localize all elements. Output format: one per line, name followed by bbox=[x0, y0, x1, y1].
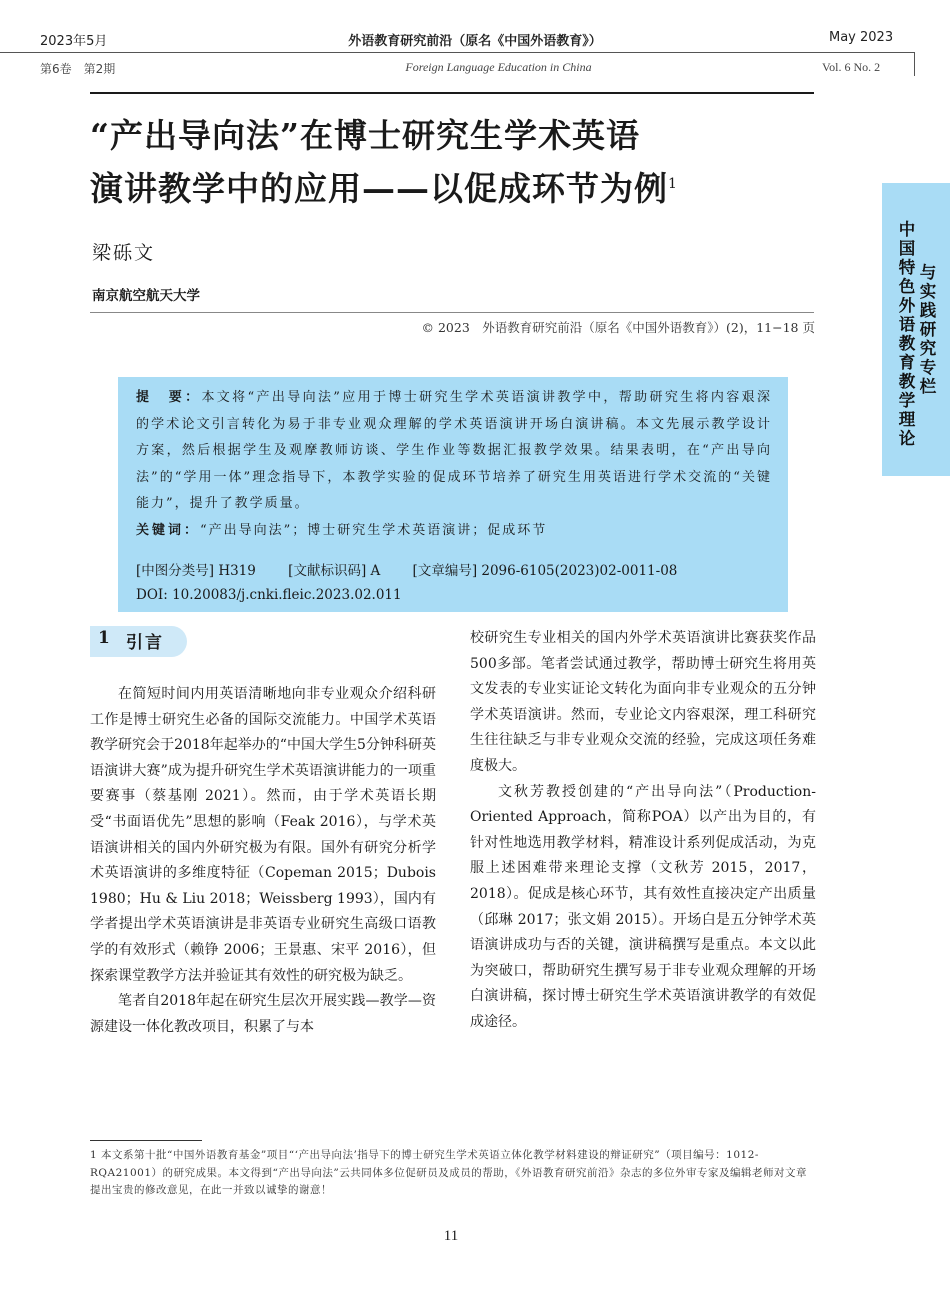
header-rule bbox=[0, 52, 914, 53]
title-line-2: 演讲教学中的应用——以促成环节为例$^1$ bbox=[90, 169, 678, 208]
header-date-en: May 2023 bbox=[829, 30, 894, 45]
header-journal-en: Foreign Language Education in China bbox=[405, 60, 592, 74]
header-journal-cn: 外语教育研究前沿（原名《中国外语教育》） bbox=[348, 34, 602, 49]
abstract-label: 提 要： bbox=[136, 390, 202, 405]
abstract-box bbox=[118, 377, 788, 612]
sidebar-column-title-1: 中国特色外语教育教学理论 bbox=[898, 220, 916, 448]
title-line-1: “产出导向法”在博士研究生学术英语 bbox=[90, 116, 640, 155]
article-title bbox=[90, 112, 820, 213]
article-number: [文章编号] 2096-6105(2023)02-0011-08 bbox=[412, 563, 678, 579]
author-affiliation: 南京航空航天大学 bbox=[92, 288, 200, 304]
citation-line: © 2023 外语教育研究前沿（原名《中国外语教育》）(2)，11−18 页 bbox=[421, 320, 815, 335]
abstract-text bbox=[136, 385, 772, 544]
paragraph: 在简短时间内用英语清晰地向非专业观众介绍科研工作是博士研究生必备的国际交流能力。中国学术英语教学研究会于2018年起举办的“中国大学生5分钟科研英语演讲大赛”成为提升研究生学术英语演讲能力的一项重要赛事（蔡基刚 2021）。然而，由于学术英语长期受“书面语优先”思想的影响（Feak 2016），与学术英语演讲相关的国内外研究极为有限。国外有研究分析学术英语演讲的多维度特征（Copeman 2015；Dubois 1980；Hu & Liu 2018；Weissberg 1993），国内有学者提出学术英语演讲是非英语专业研究生高级口语教学的有效形式（赖铮 2006；王景惠、宋平 2016），但探索课堂教学方法并验证其有效性的研究极为缺乏。 bbox=[90, 686, 436, 984]
keywords-label: 关键词： bbox=[136, 522, 201, 538]
doi: DOI: 10.20083/j.cnki.fleic.2023.02.011 bbox=[136, 587, 402, 603]
citation-rule bbox=[90, 312, 814, 313]
section-title: 引言 bbox=[126, 633, 164, 653]
header-volume-en: Vol. 6 No. 2 bbox=[822, 60, 881, 74]
clc-number: [中图分类号] H319 bbox=[136, 563, 256, 579]
body-column-left bbox=[90, 682, 436, 1040]
sidebar-column-title-2: 与实践研究专栏 bbox=[919, 263, 937, 396]
header-date-cn: 2023年5月 bbox=[40, 34, 108, 49]
title-rule bbox=[90, 92, 814, 94]
title-footnote-mark: 1 bbox=[668, 176, 678, 192]
column-sidebar-tab bbox=[882, 183, 950, 476]
paragraph: 文秋芳教授创建的“产出导向法”（Production-Oriented Approach，简称POA）以产出为目的，有针对性地选用教学材料，精准设计系列促成活动，为克服上述困难带来理论支撑（文秋芳 2015，2017，2018）。促成是核心环节，其有效性直接决定产出质量（邱琳 2017；张文娟 2015）。开场白是五分钟学术英语演讲成功与否的关键，演讲稿撰写是重点。本文以此为突破口，帮助研究生撰写易于非专业观众理解的开场白演讲稿，探讨博士研究生学术英语演讲教学的有效促成途径。 bbox=[470, 783, 816, 1030]
author-name: 梁砾文 bbox=[92, 242, 156, 264]
header-volume-cn: 第6卷 第2期 bbox=[40, 62, 116, 76]
classification-line bbox=[136, 559, 677, 579]
document-code: [文献标识码] A bbox=[288, 563, 381, 579]
paragraph: 校研究生专业相关的国内外学术英语演讲比赛获奖作品500多部。笔者尝试通过教学，帮助博士研究生将用英文发表的专业实证论文转化为面向非专业观众的五分钟学术英语演讲。然而，专业论文内容艰深，理工科研究生往往缺乏与非专业观众交流的经验，完成这项任务难度极大。 bbox=[470, 630, 816, 774]
footnote-rule bbox=[90, 1140, 202, 1141]
abstract-body: 本文将“产出导向法”应用于博士研究生学术英语演讲教学中，帮助研究生将内容艰深的学术论文引言转化为易于非专业观众理解的学术英语演讲开场白演讲稿。本文先展示教学设计方案，然后根据学生及观摩教师访谈、学生作业等数据汇报教学效果。结果表明，在“产出导向法”的“学用一体”理念指导下，本教学实验的促成环节培养了研究生用英语进行学术交流的“关键能力”，提升了教学质量。 bbox=[136, 390, 772, 511]
footnote: 1 本文系第十批“中国外语教育基金”项目“‘产出导向法’指导下的博士研究生学术英语立体化教学材料建设的辩证研究”（项目编号：1012-RQA21001）的研究成果。本文得到“产出导向法”云共同体多位促研员及成员的帮助，《外语教育研究前沿》杂志的多位外审专家及编辑老师对文章提出宝贵的修改意见，在此一并致以诚挚的谢意！ bbox=[90, 1149, 807, 1196]
paragraph: 笔者自2018年起在研究生层次开展实践—教学—资源建设一体化教改项目，积累了与本 bbox=[90, 993, 436, 1035]
page-number: 11 bbox=[443, 1228, 459, 1244]
body-column-right bbox=[470, 626, 816, 1036]
section-number: 1 bbox=[98, 628, 110, 648]
keywords: “产出导向法”；博士研究生学术英语演讲；促成环节 bbox=[200, 522, 548, 538]
